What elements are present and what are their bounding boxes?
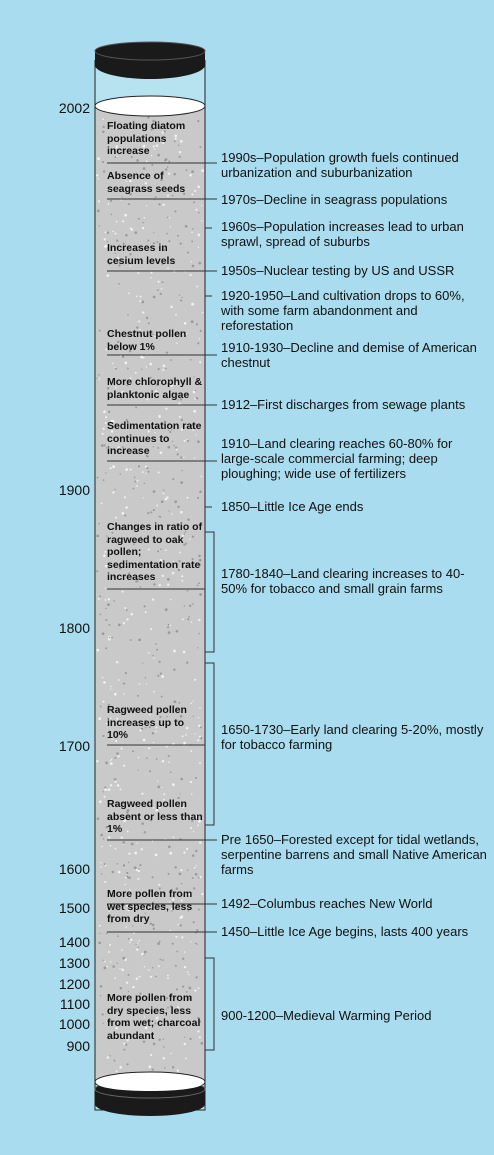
history-event: 1910–Land clearing reaches 60-80% for large-scale commercial farming; deep ploughing; wide use of fertilizers <box>221 436 453 481</box>
bracket-1650-1730 <box>205 663 214 825</box>
bottom-cap-window <box>98 1077 202 1091</box>
year-label: 1500 <box>58 900 90 916</box>
history-event: 900-1200–Medieval Warming Period <box>221 1008 432 1023</box>
core-finding: More pollen from dry species, less from wet; charcoal abundant <box>107 992 201 1042</box>
history-event: 1920-1950–Land cultivation drops to 60%, with some farm abandonment and reforestation <box>221 288 465 333</box>
year-label: 1400 <box>58 934 90 950</box>
core-finding: Absence of seagrass seeds <box>107 170 186 195</box>
history-event: 1960s–Population increases lead to urban sprawl, spread of suburbs <box>221 219 464 249</box>
core-finding: Ragweed pollen increases up to 10% <box>107 704 187 741</box>
history-event: 1492–Columbus reaches New World <box>221 896 433 911</box>
year-label: 900 <box>66 1038 90 1054</box>
core-finding: More pollen from wet species, less from dry <box>107 888 193 925</box>
core-finding: Floating diatom populations increase <box>107 120 186 157</box>
bracket-900-1200 <box>205 958 214 1050</box>
history-event: 1650-1730–Early land clearing 5-20%, mostly for tobacco farming <box>221 722 484 752</box>
core-finding: Increases in cesium levels <box>107 242 176 267</box>
year-label: 1700 <box>58 738 90 754</box>
year-label: 1200 <box>58 976 90 992</box>
sediment-surface <box>95 96 205 116</box>
top-cap-rim <box>95 42 205 60</box>
history-event: Pre 1650–Forested except for tidal wetlands, serpentine barrens and small Native American farms <box>221 832 487 877</box>
year-label: 1000 <box>58 1016 90 1032</box>
core-finding: More chlorophyll & planktonic algae <box>107 376 203 401</box>
core-finding: Chestnut pollen below 1% <box>107 328 187 353</box>
bracket-1780-1840 <box>205 532 214 652</box>
year-label: 1300 <box>58 955 90 971</box>
history-event: 1912–First discharges from sewage plants <box>221 397 466 412</box>
core-finding: Sedimentation rate continues to increase <box>107 420 202 457</box>
history-event: 1850–Little Ice Age ends <box>221 499 364 514</box>
core-finding: Changes in ratio of ragweed to oak pollen; sedimentation rate increases <box>107 521 203 583</box>
year-label: 2002 <box>58 100 90 116</box>
history-event: 1950s–Nuclear testing by US and USSR <box>221 263 455 278</box>
history-event: 1780-1840–Land clearing increases to 40-50% for tobacco and small grain farms <box>221 566 465 596</box>
core-finding: Ragweed pollen absent or less than 1% <box>107 798 203 835</box>
year-label: 1800 <box>58 620 90 636</box>
history-event: 1450–Little Ice Age begins, lasts 400 years <box>221 924 469 939</box>
year-label: 1100 <box>59 996 90 1012</box>
history-event: 1970s–Decline in seagrass populations <box>221 192 448 207</box>
year-label: 1600 <box>58 861 90 877</box>
history-event: 1910-1930–Decline and demise of American chestnut <box>221 340 477 370</box>
history-event: 1990s–Population growth fuels continued urbanization and suburbanization <box>221 150 459 180</box>
year-label: 1900 <box>58 482 90 498</box>
